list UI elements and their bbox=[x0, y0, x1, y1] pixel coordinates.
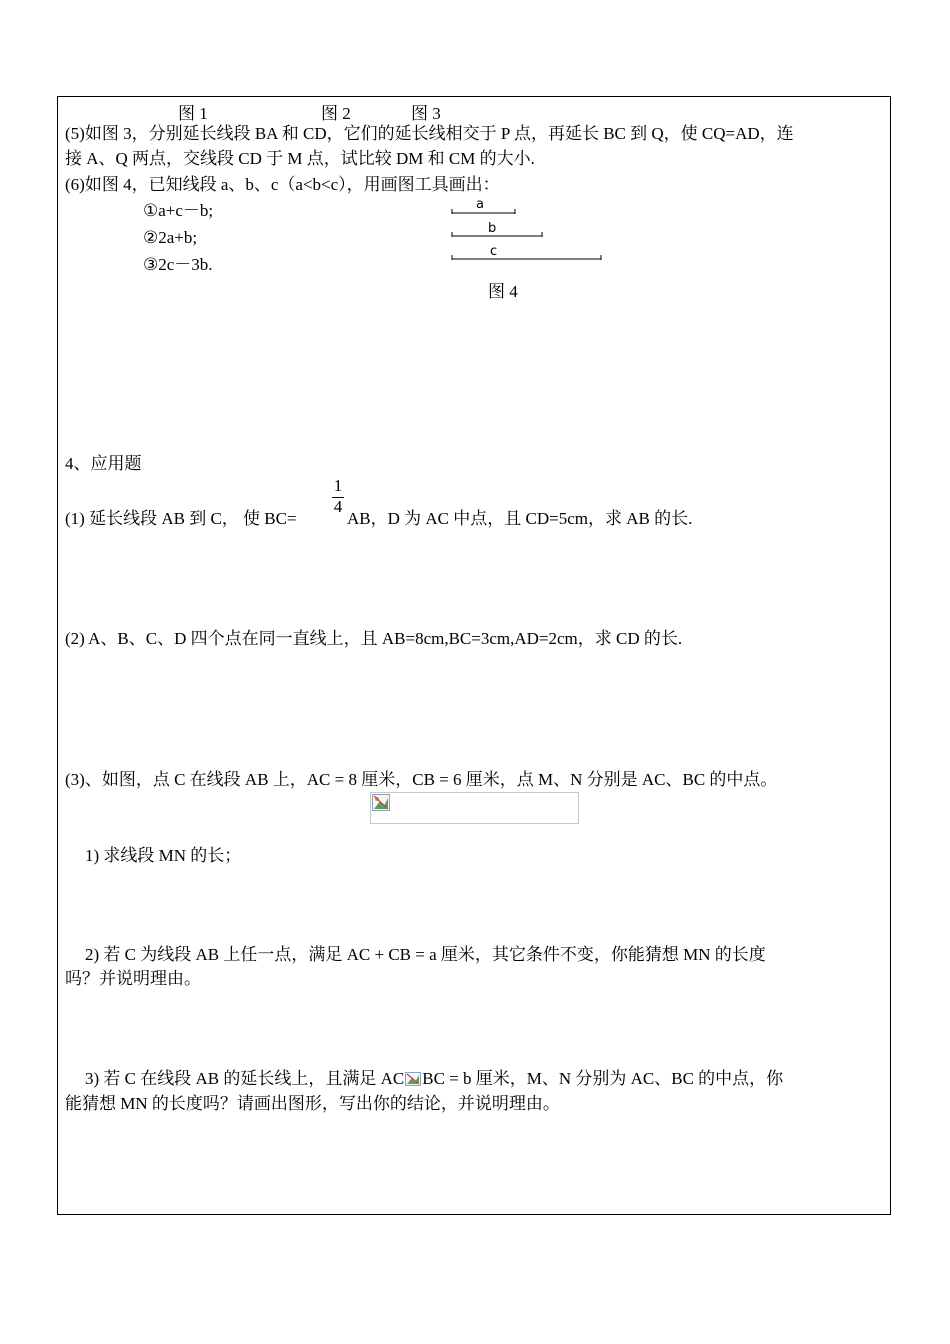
q6-item-2: ②2a+b; bbox=[143, 228, 198, 247]
fraction-numerator: 1 bbox=[333, 476, 343, 495]
problem-3-sub-3-prefix: 3) 若 C 在线段 AB 的延长线上，且满足 AC bbox=[85, 1069, 405, 1088]
segment-a bbox=[452, 197, 515, 214]
segment-c bbox=[452, 244, 601, 260]
problem-1-suffix: AB，D 为 AC 中点，且 CD=5cm，求 AB 的长. bbox=[347, 509, 693, 528]
q6-item-1: ①a+c－b; bbox=[143, 201, 214, 220]
problem-3-intro: (3)、如图，点 C 在线段 AB 上，AC = 8 厘米，CB = 6 厘米，点 M、N 分别是 AC、BC 的中点。 bbox=[65, 770, 778, 789]
segment-a-label: a bbox=[476, 197, 484, 212]
section-4-heading: 4、应用题 bbox=[65, 454, 142, 473]
broken-image-icon bbox=[372, 794, 390, 811]
fraction-one-quarter bbox=[331, 477, 345, 516]
problem-1-prefix: (1) 延长线段 AB 到 C， 使 BC= bbox=[65, 509, 297, 528]
problem-3-sub-3-suffix: BC = b 厘米，M、N 分别为 AC、BC 的中点，你 bbox=[422, 1069, 784, 1088]
fraction-denominator: 4 bbox=[333, 497, 343, 516]
segment-b bbox=[452, 221, 542, 237]
problem-3-sub-3-line-2: 能猜想 MN 的长度吗？请画出图形，写出你的结论，并说明理由。 bbox=[65, 1094, 560, 1113]
problem-3-sub-2-line-1: 2) 若 C 为线段 AB 上任一点，满足 AC + CB = a 厘米，其它条件不变，你能猜想 MN 的长度 bbox=[85, 945, 766, 964]
q6-item-3: ③2c－3b. bbox=[143, 255, 213, 274]
segment-c-label: c bbox=[490, 244, 498, 259]
problem-2: (2) A、B、C、D 四个点在同一直线上，且 AB=8cm,BC=3cm,AD=2cm，求 CD 的长. bbox=[65, 629, 683, 648]
figure-4-segments bbox=[448, 196, 608, 266]
missing-figure-placeholder bbox=[370, 792, 579, 824]
figure-1-label: 图 1 bbox=[178, 104, 208, 123]
broken-image-icon bbox=[405, 1072, 421, 1086]
problem-3-sub-1: 1) 求线段 MN 的长； bbox=[85, 846, 242, 865]
figure-4-label: 图 4 bbox=[488, 282, 518, 301]
q5-line-2: 接 A、Q 两点，交线段 CD 于 M 点，试比较 DM 和 CM 的大小. bbox=[65, 149, 535, 168]
figure-2-label: 图 2 bbox=[321, 104, 351, 123]
problem-3-sub-2-line-2: 吗？并说明理由。 bbox=[65, 969, 201, 988]
q5-line-1: (5)如图 3，分别延长线段 BA 和 CD，它们的延长线相交于 P 点，再延长 BC 到 Q，使 CQ=AD，连 bbox=[65, 124, 794, 143]
segment-b-label: b bbox=[488, 221, 497, 236]
figure-3-label: 图 3 bbox=[411, 104, 441, 123]
q6-intro: (6)如图 4，已知线段 a、b、c（a<b<c），用画图工具画出： bbox=[65, 175, 500, 194]
problem-3-sub-3-line-1 bbox=[85, 1068, 783, 1090]
